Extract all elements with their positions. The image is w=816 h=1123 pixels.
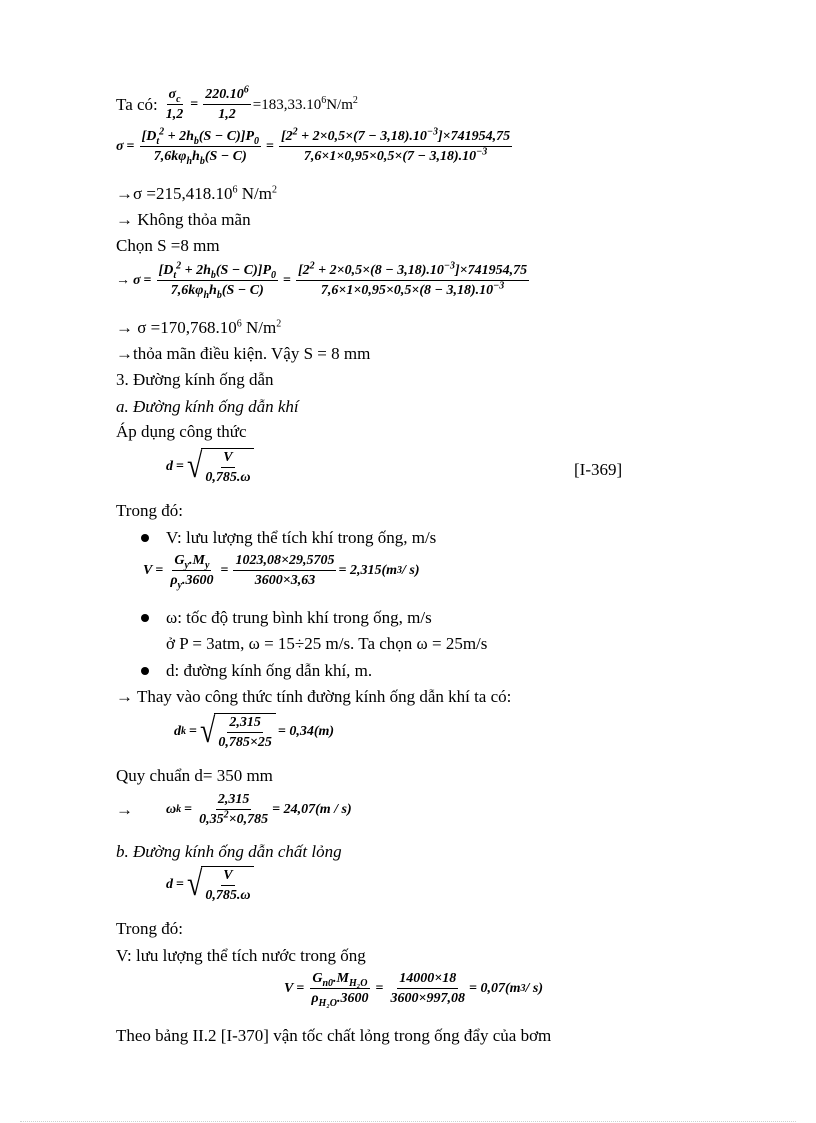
section-3b-heading: b. Đường kính ống dẫn chất lỏng: [116, 842, 342, 861]
bullet-v-definition: V: lưu lượng thể tích khí trong ống, m/s: [166, 528, 437, 547]
bullet-icon: [141, 534, 149, 542]
bullet-d-definition: d: đường kính ống dẫn khí, m.: [166, 661, 373, 680]
stress-equation-1: σ = $\frac{[D_t^2 + 2h_b(S - C)]P_0}{7,6k\varphi_hh_b(S - C)}$ = $\frac{[2^2 + 2\times 0,5\times(7 - 3,18).10^{-3}]\times 741954,75}{7,6\times 1\times 0,95\times 0,5\times(7 - 3,18).10^{-3}}$: [116, 126, 511, 167]
page-bottom-divider: [20, 1121, 796, 1122]
water-flow-definition: V: lưu lượng thể tích nước trong ống: [116, 946, 366, 965]
omega-selection-line: ở P = 3atm, ω = 15÷25 m/s. Ta chọn ω = 25m/s: [166, 634, 488, 653]
substitute-line: → Thay vào công thức tính đường kính ống dẫn khí ta có:: [116, 687, 512, 706]
section-3a-heading: a. Đường kính ống dẫn khí: [116, 397, 299, 416]
allowable-stress-result: $=183,33.10^6N/m^2$: [252, 94, 358, 113]
gas-velocity-calc: ω k = $\frac{2,315}{0,35^2\times 0,785}$ = 24,07(m / s): [166, 792, 352, 827]
allowable-stress-line: [116, 86, 358, 123]
bullet-omega-definition: ω: tốc độ trung bình khí trong ống, m/s: [166, 608, 432, 627]
diameter-formula-liquid: d = √ $\frac{V}{0,785.\omega}$: [166, 866, 254, 904]
where-heading-1: Trong đó:: [116, 501, 183, 520]
water-flow-equation: V = $\frac{G_{n0}.M_{H_2O}}{\rho_{H_2O}.3600}$ = $\frac{14000\times 18}{3600\times 997,08}$ = 0,07(m 3 / s): [284, 971, 544, 1009]
line-prefix: Ta có:: [116, 94, 158, 114]
where-heading-2: Trong đó:: [116, 919, 183, 938]
arrow-line: →: [116, 800, 133, 819]
choose-thickness-line: Chọn S =8 mm: [116, 236, 220, 255]
satisfied-line: →thỏa mãn điều kiện. Vậy S = 8 mm: [116, 344, 371, 363]
stress-result-2: → $\sigma =170,768.10^6$ $N/m^2$: [116, 318, 282, 337]
section-3-heading: 3. Đường kính ống dẫn: [116, 370, 274, 389]
stress-equation-2: → σ = $\frac{[D_t^2 + 2h_b(S - C)]P_0}{7,6k\varphi_hh_b(S - C)}$ = $\frac{[2^2 + 2\times 0,5\times(8 - 3,18).10^{-3}]\times 741954,75}{7,6\times 1\times 0,95\times 0,5\times(8 - 3,18).10^{-3}}$: [116, 260, 528, 301]
gas-diameter-calc: d k = √ $\frac{2,315}{0,785\times 25}$ = 0,34(m): [174, 712, 335, 751]
standard-diameter-line: Quy chuẩn d= 350 mm: [116, 766, 273, 785]
allowable-stress-equation: $\frac{\sigma_c}{1,2}$ = $\frac{220.10^6}{1,2}$: [165, 84, 249, 122]
stress-result-1: $\to\sigma =215,418.10^6$ $N/m^2$: [116, 184, 277, 203]
table-reference-line: Theo bảng II.2 [I-370] vận tốc chất lỏng trong ống đẩy của bơm: [116, 1026, 552, 1045]
bullet-icon: [141, 614, 149, 622]
gas-flow-equation: V = $\frac{G_y.M_y}{\rho_y.3600}$ = $\frac{1023,08\times 29,5705}{3600\times 3,63}$ = 2,315(m 3 / s): [143, 553, 420, 591]
apply-formula-line: Áp dụng công thức: [116, 422, 247, 441]
diameter-formula-gas: d = √ $\frac{V}{0,785.\omega}$: [166, 448, 254, 486]
reference-i-369: [I-369]: [574, 460, 623, 479]
not-satisfied-line: → Không thỏa mãn: [116, 210, 251, 229]
bullet-icon: [141, 667, 149, 675]
